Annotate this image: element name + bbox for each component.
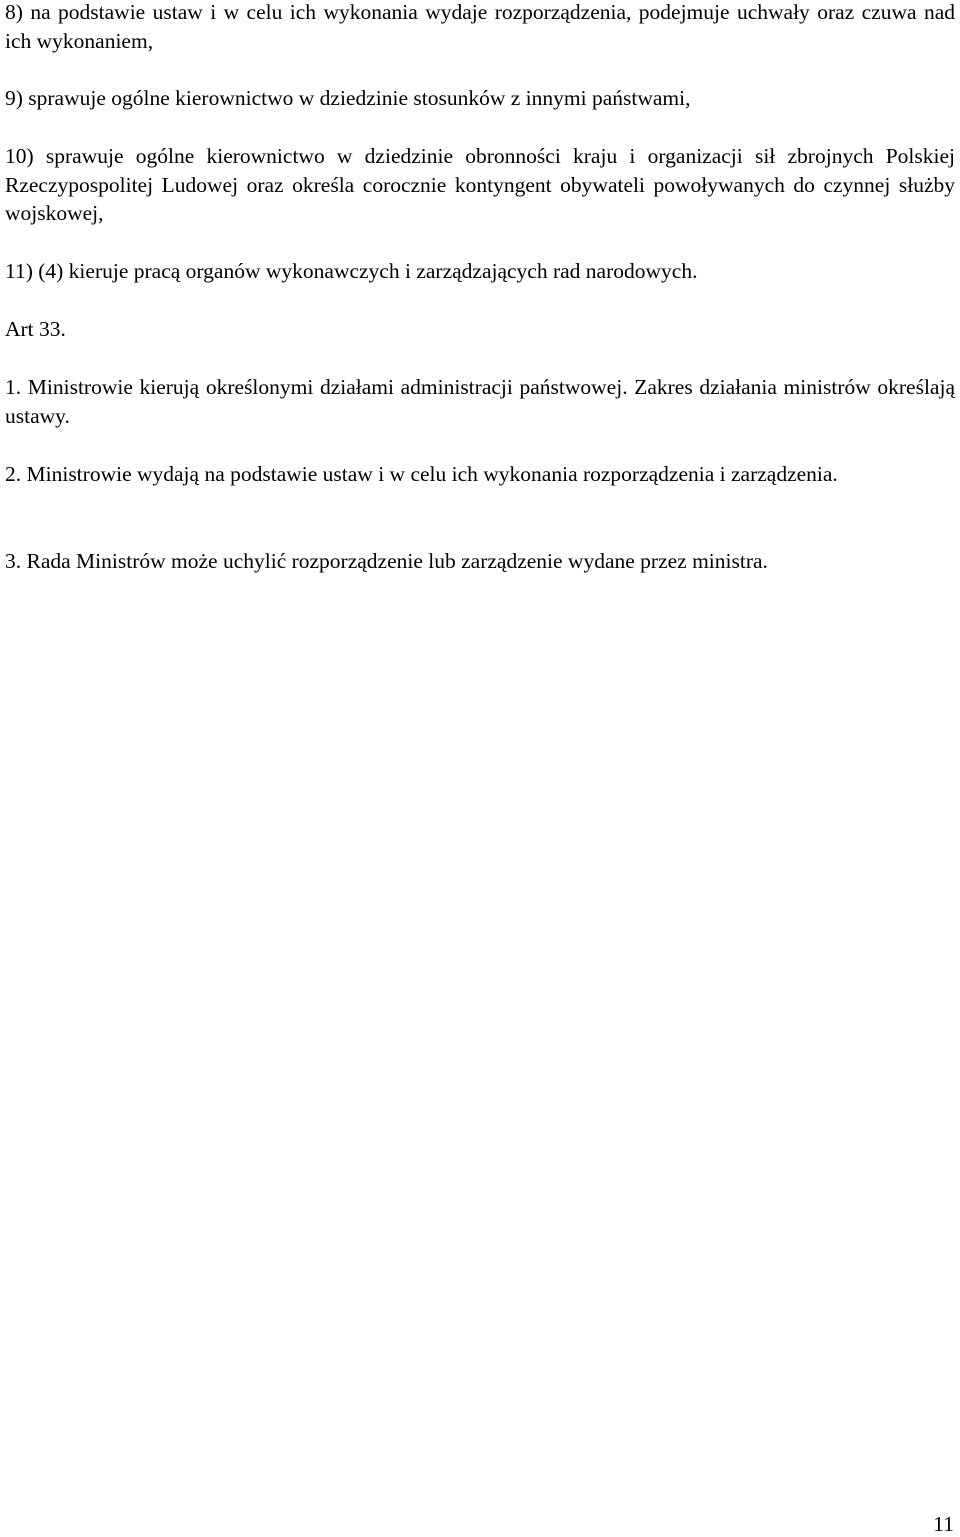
paragraph-item-11: 11) (4) kieruje pracą organów wykonawczych i zarządzających rad narodowych. <box>5 259 698 283</box>
paragraph-item-9: 9) sprawuje ogólne kierownictwo w dziedzinie stosunków z innymi państwami, <box>5 86 691 110</box>
article-section-2: 2. Ministrowie wydają na podstawie ustaw i w celu ich wykonania rozporządzenia i zarządzenia. <box>5 462 838 486</box>
paragraph-item-10: 10) sprawuje ogólne kierownictwo w dziedzinie obronności kraju i organizacji sił zbrojnych Polskiej Rzeczypospolitej Ludowej oraz określa corocznie kontyngent obywateli powoływanych do czynnej służby wojskowej, <box>5 144 955 226</box>
article-section-1: 1. Ministrowie kierują określonymi działami administracji państwowej. Zakres działania ministrów określają ustawy. <box>5 375 955 428</box>
article-section-3: 3. Rada Ministrów może uchylić rozporządzenie lub zarządzenie wydane przez ministra. <box>5 549 768 573</box>
article-heading: Art 33. <box>5 317 66 341</box>
paragraph-item-8: 8) na podstawie ustaw i w celu ich wykonania wydaje rozporządzenia, podejmuje uchwały oraz czuwa nad ich wykonaniem, <box>5 0 955 53</box>
page-number: 11 <box>933 1512 954 1536</box>
